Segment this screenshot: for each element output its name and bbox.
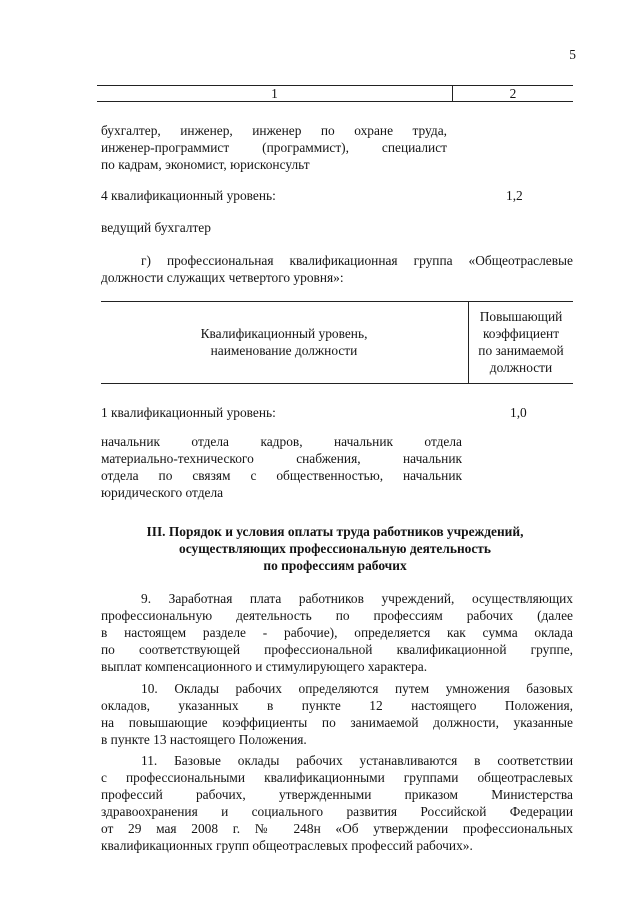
table2-header-left — [101, 325, 467, 359]
text-line: по кадрам, экономист, юрисконсульт — [101, 157, 310, 172]
text-line: Повышающий — [479, 309, 563, 324]
table-col2-header: 2 — [509, 86, 517, 101]
text-line: 10. Оклады рабочих определяются путем умножения базовых — [141, 681, 573, 696]
level4-position: ведущий бухгалтер — [101, 220, 211, 235]
text-line: профессиональную деятельность по профессиям рабочих (далее — [101, 608, 573, 623]
heading-line: осуществляющих профессиональную деятельность — [179, 541, 491, 556]
table-row-positions — [101, 122, 447, 173]
table2-top-border — [101, 301, 573, 302]
text-line: г) профессиональная квалификационная группа «Общеотраслевые — [141, 253, 573, 268]
page-number: 5 — [569, 47, 576, 62]
text-line: по занимаемой — [478, 343, 564, 358]
text-line: должности — [489, 360, 553, 375]
text-line: с профессиональными квалификационными группами общеотраслевых — [101, 770, 573, 785]
paragraph-11 — [101, 752, 573, 854]
text-line: инженер-программист (программист), специалист — [101, 140, 447, 155]
text-line: коэффициент — [482, 326, 560, 341]
heading-line: по профессиям рабочих — [263, 558, 407, 573]
text-line: отдела по связям с общественностью, начальник — [101, 468, 462, 483]
text-line: начальник отдела кадров, начальник отдела — [101, 434, 462, 449]
table2-header-bottom-border — [101, 383, 573, 384]
text-line: в настоящем разделе - рабочие), определяется как сумма оклада — [101, 625, 573, 640]
level1-label: 1 квалификационный уровень: — [101, 405, 276, 420]
text-line: на повышающие коэффициенты по занимаемой должности, указанные — [101, 715, 573, 730]
paragraph-9 — [101, 590, 573, 675]
text-line: в пункте 13 настоящего Положения. — [101, 732, 307, 747]
text-line: должности служащих четвертого уровня»: — [101, 270, 344, 285]
text-line: юридического отдела — [101, 485, 224, 500]
level1-positions — [101, 433, 462, 501]
text-line: наименование должности — [210, 343, 358, 358]
text-line: по соответствующей профессиональной квалификационной группе, — [101, 642, 573, 657]
text-line: здравоохранения и социального развития Российской Федерации — [101, 804, 573, 819]
group-g-intro — [101, 252, 573, 286]
table2-header-right — [469, 308, 573, 376]
text-line: квалификационных групп общеотраслевых профессий рабочих». — [101, 838, 473, 853]
text-line: Квалификационный уровень, — [200, 326, 368, 341]
text-line: профессий рабочих, утвержденными приказом Министерства — [101, 787, 573, 802]
text-line: окладов, указанных в пункте 12 настоящего Положения, — [101, 698, 573, 713]
heading-line: III. Порядок и условия оплаты труда работников учреждений, — [146, 524, 524, 539]
section-heading — [97, 523, 573, 574]
text-line: 11. Базовые оклады рабочих устанавливаются в соответствии — [141, 753, 573, 768]
text-line: бухгалтер, инженер, инженер по охране труда, — [101, 123, 447, 138]
text-line: 9. Заработная плата работников учреждений, осуществляющих — [141, 591, 573, 606]
text-line: материально-технического снабжения, начальник — [101, 451, 462, 466]
text-line: от 29 мая 2008 г. № 248н «Об утверждении профессиональных — [101, 821, 573, 836]
table-col1-header: 1 — [271, 86, 278, 101]
level4-label: 4 квалификационный уровень: — [101, 188, 276, 203]
level4-value: 1,2 — [506, 188, 523, 203]
text-line: выплат компенсационного и стимулирующего характера. — [101, 659, 428, 674]
level1-value: 1,0 — [510, 405, 527, 420]
paragraph-10 — [101, 680, 573, 748]
